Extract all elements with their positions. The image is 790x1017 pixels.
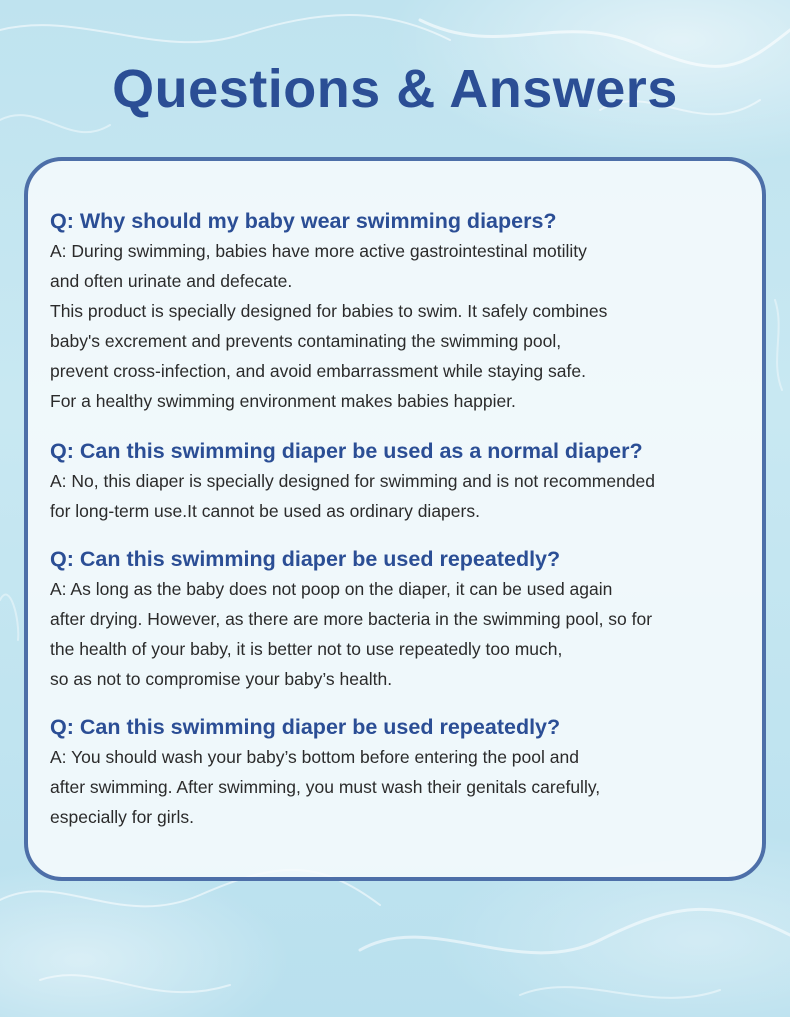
- qa-item: [50, 712, 760, 832]
- answer-line: after swimming. After swimming, you must wash their genitals carefully,: [50, 777, 601, 797]
- question-text: Q: Why should my baby wear swimming diapers?: [50, 209, 557, 233]
- answer-line: especially for girls.: [50, 807, 194, 827]
- answer-line: after drying. However, as there are more bacteria in the swimming pool, so for: [50, 609, 653, 629]
- qa-item: [50, 544, 760, 694]
- answer-line: the health of your baby, it is better not to use repeatedly too much,: [50, 639, 563, 659]
- answer-line: and often urinate and defecate.: [50, 271, 293, 291]
- answer-line: A: You should wash your baby’s bottom before entering the pool and: [50, 747, 579, 767]
- page-title: Questions & Answers: [112, 59, 678, 119]
- answer-line: This product is specially designed for babies to swim. It safely combines: [50, 301, 608, 321]
- answer-line: A: During swimming, babies have more active gastrointestinal motility: [50, 241, 587, 261]
- answer-line: so as not to compromise your baby’s health.: [50, 669, 393, 689]
- qa-item: [50, 206, 760, 416]
- answer-line: A: As long as the baby does not poop on the diaper, it can be used again: [50, 579, 613, 599]
- question-text: Q: Can this swimming diaper be used as a normal diaper?: [50, 439, 643, 463]
- answer-line: for long-term use.It cannot be used as ordinary diapers.: [50, 501, 480, 521]
- answer-line: prevent cross-infection, and avoid embarrassment while staying safe.: [50, 361, 586, 381]
- question-text: Q: Can this swimming diaper be used repeatedly?: [50, 547, 561, 571]
- answer-line: A: No, this diaper is specially designed for swimming and is not recommended: [50, 471, 656, 491]
- answer-line: baby's excrement and prevents contaminating the swimming pool,: [50, 331, 562, 351]
- question-text: Q: Can this swimming diaper be used repeatedly?: [50, 715, 561, 739]
- qa-item: [50, 436, 760, 526]
- qa-card: [24, 157, 766, 881]
- answer-line: For a healthy swimming environment makes babies happier.: [50, 391, 516, 411]
